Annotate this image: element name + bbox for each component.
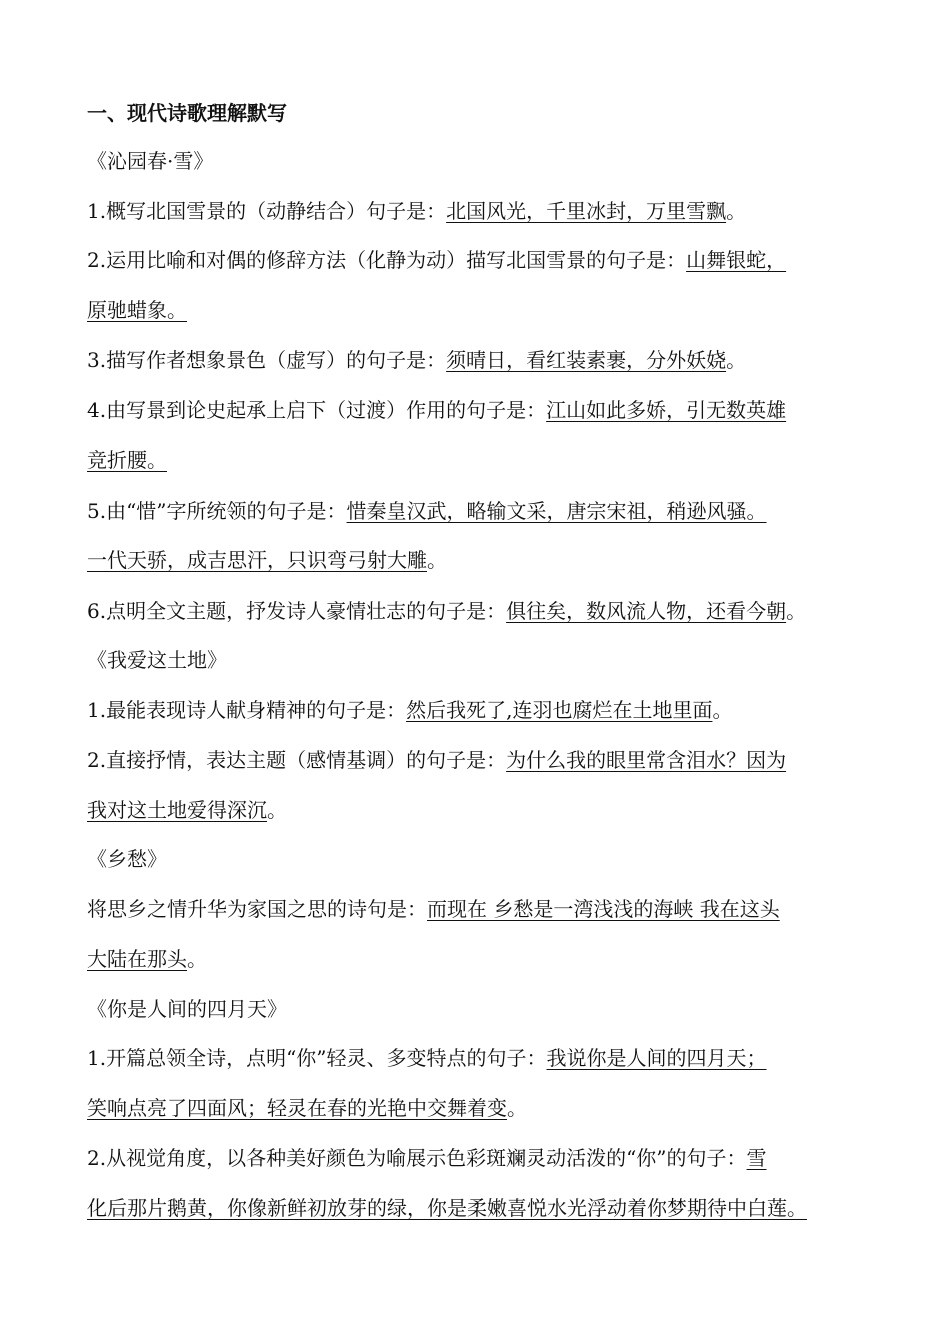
question-line	[87, 395, 890, 425]
punctuation: 。	[507, 1096, 527, 1120]
answer-text: 雪	[746, 1146, 767, 1170]
question-line	[87, 196, 890, 226]
punctuation: 。	[427, 548, 447, 572]
question-text: 将思乡之情升华为家国之思的诗句是：	[87, 897, 427, 921]
section-heading: 一、现代诗歌理解默写	[87, 101, 287, 125]
answer-continuation	[87, 795, 890, 825]
question-line	[87, 695, 890, 725]
answer-text: 竞折腰。	[87, 448, 167, 472]
poem-title-nishirenjian: 《你是人间的四月天》	[87, 997, 287, 1021]
answer-text: 笑响点亮了四面风；轻灵在春的光艳中交舞着变	[87, 1096, 507, 1120]
punctuation: 。	[187, 947, 207, 971]
answer-text: 须晴日，看红装素裹，分外妖娆	[446, 348, 727, 372]
answer-text: 大陆在那头	[87, 947, 187, 971]
question-text: 1.最能表现诗人献身精神的句子是：	[87, 698, 407, 722]
answer-text: 江山如此多娇，引无数英雄	[546, 398, 787, 422]
question-line	[87, 745, 890, 775]
answer-continuation	[87, 1193, 890, 1223]
answer-text: 而现在 乡愁是一湾浅浅的海峡 我在这头	[427, 897, 780, 921]
question-text: 2.直接抒情，表达主题（感情基调）的句子是：	[87, 748, 507, 772]
question-text: 6.点明全文主题，抒发诗人豪情壮志的句子是：	[87, 599, 507, 623]
answer-text: 我说你是人间的四月天；	[546, 1046, 767, 1070]
answer-continuation	[87, 295, 890, 325]
punctuation: 。	[267, 798, 287, 822]
question-text: 5.由“惜”字所统领的句子是：	[87, 499, 347, 523]
poem-title-woaizhetudi: 《我爱这土地》	[87, 648, 227, 672]
question-text: 2.运用比喻和对偶的修辞方法（化静为动）描写北国雪景的句子是：	[87, 248, 687, 272]
answer-text: 惜秦皇汉武，略输文采，唐宗宋祖，稍逊风骚。	[346, 499, 767, 523]
question-line	[87, 596, 890, 626]
question-line	[87, 894, 890, 924]
question-line	[87, 345, 890, 375]
question-text: 3.描写作者想象景色（虚写）的句子是：	[87, 348, 447, 372]
question-text: 2.从视觉角度，以各种美好颜色为喻展示色彩斑斓灵动活泼的“你”的句子：	[87, 1146, 747, 1170]
answer-text: 俱往矣，数风流人物，还看今朝	[506, 599, 787, 623]
answer-text: 山舞银蛇，	[686, 248, 787, 272]
question-line	[87, 1143, 890, 1173]
question-line	[87, 496, 890, 526]
question-text: 4.由写景到论史起承上启下（过渡）作用的句子是：	[87, 398, 547, 422]
poem-title-qinyuanchun: 《沁园春·雪》	[87, 149, 214, 173]
punctuation: 。	[726, 348, 747, 372]
punctuation: 。	[726, 199, 747, 223]
punctuation: 。	[786, 599, 807, 623]
punctuation: 。	[712, 698, 733, 722]
answer-text: 化后那片鹅黄，你像新鲜初放芽的绿，你是柔嫩喜悦水光浮动着你梦期待中白莲。	[87, 1196, 807, 1220]
answer-text: 原驰蜡象。	[87, 298, 187, 322]
answer-continuation	[87, 445, 890, 475]
question-text: 1.概写北国雪景的（动静结合）句子是：	[87, 199, 447, 223]
poem-title-xiangchou: 《乡愁》	[87, 847, 167, 871]
answer-text: 我对这土地爱得深沉	[87, 798, 267, 822]
answer-continuation	[87, 944, 890, 974]
answer-text: 然后我死了,连羽也腐烂在土地里面	[406, 698, 713, 722]
answer-text: 为什么我的眼里常含泪水？因为	[506, 748, 787, 772]
question-line	[87, 245, 890, 275]
question-line	[87, 1043, 890, 1073]
answer-continuation	[87, 1093, 890, 1123]
answer-text: 北国风光，千里冰封，万里雪飘	[446, 199, 727, 223]
answer-continuation	[87, 545, 890, 575]
answer-text: 一代天骄，成吉思汗，只识弯弓射大雕	[87, 548, 427, 572]
question-text: 1.开篇总领全诗，点明“你”轻灵、多变特点的句子：	[87, 1046, 547, 1070]
